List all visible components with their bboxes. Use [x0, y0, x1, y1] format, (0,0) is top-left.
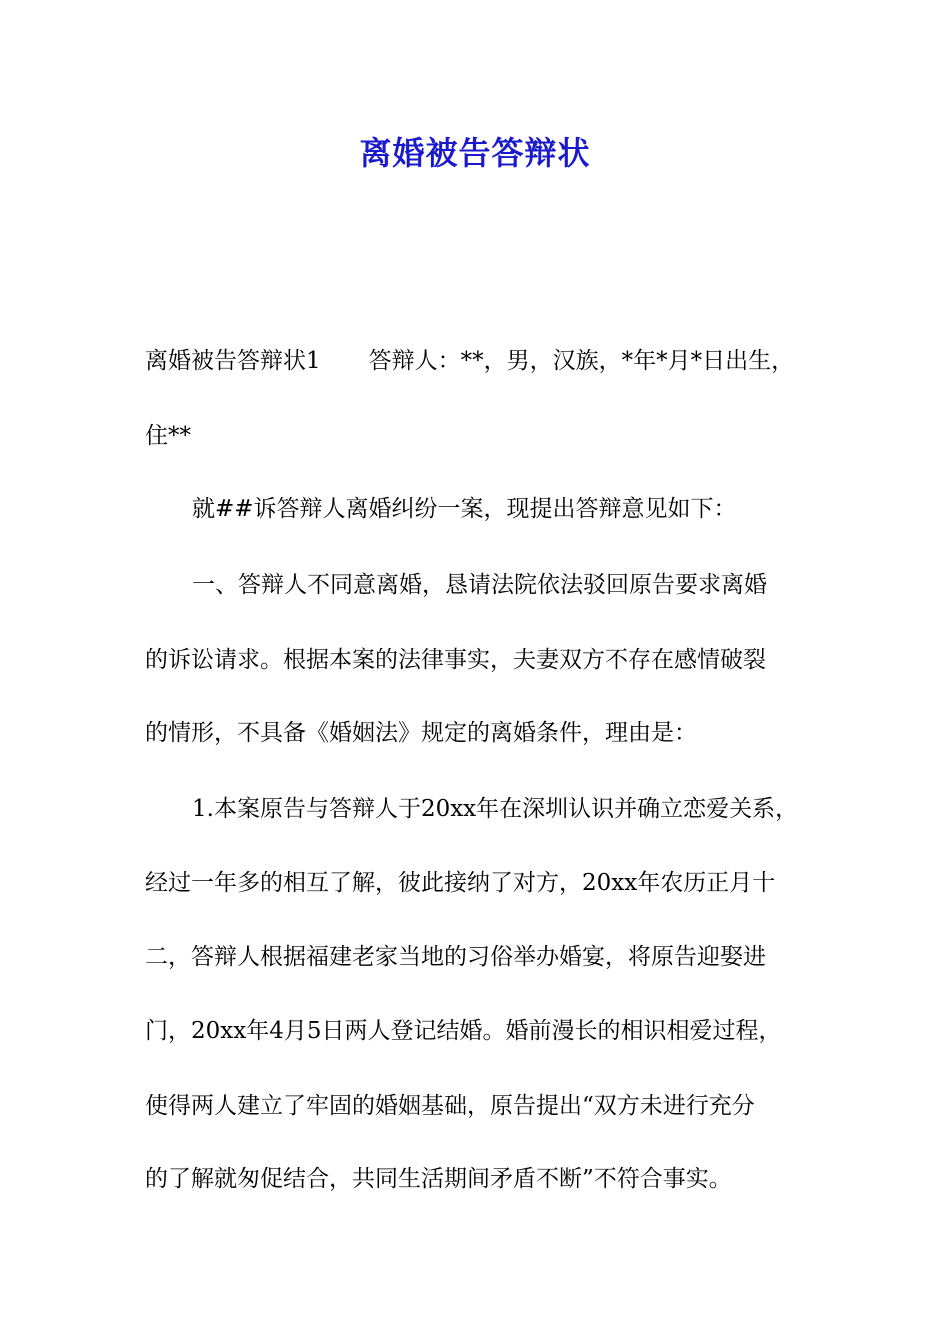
paragraph-line-9: 二，答辩人根据福建老家当地的习俗举办婚宴，将原告迎娶进: [145, 944, 766, 970]
paragraph-line-12: 的了解就匆促结合，共同生活期间矛盾不断”不符合事实。: [145, 1166, 732, 1192]
paragraph-line-5: 的诉讼请求。根据本案的法律事实，夫妻双方不存在感情破裂: [145, 647, 766, 673]
paragraph-line-10: 门，20xx年4月5日两人登记结婚。婚前漫长的相识相爱过程，: [145, 1018, 782, 1044]
paragraph-line-6: 的情形，不具备《婚姻法》规定的离婚条件，理由是：: [145, 720, 697, 746]
paragraph-line-8: 经过一年多的相互了解，彼此接纳了对方，20xx年农历正月十: [145, 870, 776, 896]
paragraph-line-7: 1.本案原告与答辩人于20xx年在深圳认识并确立恋爱关系，: [192, 796, 799, 822]
respondent-info: 答辩人：**，男，汉族，*年*月*日出生，: [368, 348, 795, 374]
paragraph-line-11: 使得两人建立了牢固的婚姻基础，原告提出“双方未进行充分: [145, 1093, 755, 1119]
section-heading: 离婚被告答辩状1: [145, 348, 321, 374]
paragraph-line-4: 一、答辩人不同意离婚，恳请法院依法驳回原告要求离婚: [192, 572, 767, 598]
paragraph-line-2: 住**: [145, 423, 191, 449]
document-title: 离婚被告答辩状: [359, 134, 591, 172]
paragraph-line-3: 就##诉答辩人离婚纠纷一案，现提出答辩意见如下：: [192, 496, 737, 522]
paragraph-line-1: [145, 346, 794, 376]
